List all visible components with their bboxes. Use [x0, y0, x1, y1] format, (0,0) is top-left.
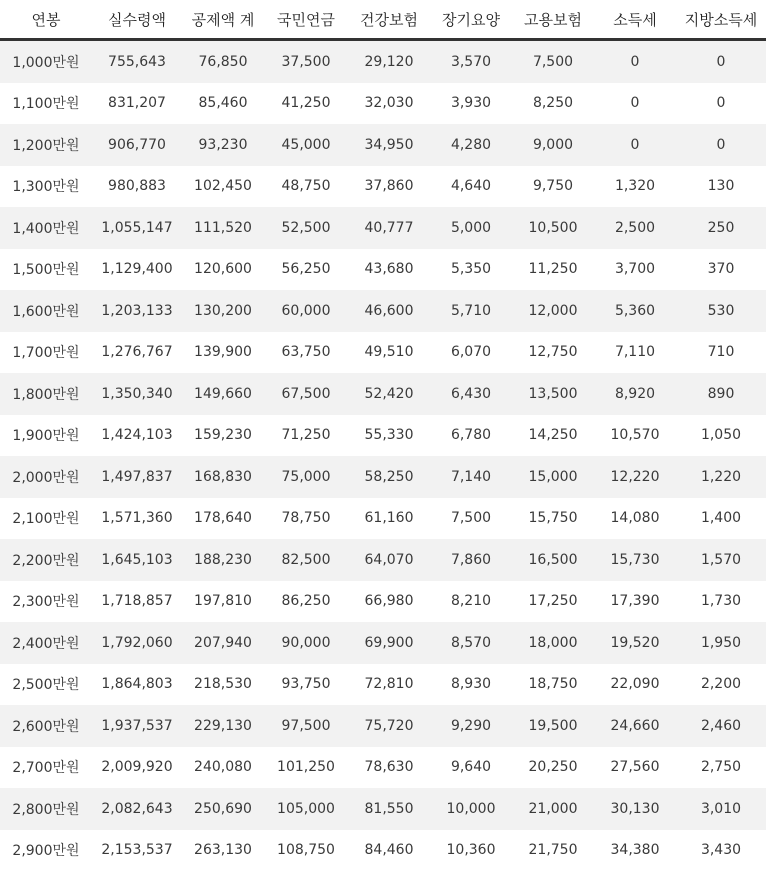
table-row — [0, 373, 766, 415]
col-employment-insurance-cell: 7,500 — [512, 40, 594, 83]
col-income-tax-cell: 2,500 — [594, 207, 676, 249]
table-row — [0, 290, 766, 332]
col-income-tax-cell: 19,520 — [594, 622, 676, 664]
table-row — [0, 664, 766, 706]
col-national-pension-cell: 60,000 — [264, 290, 348, 332]
col-national-pension-cell: 45,000 — [264, 124, 348, 166]
col-health-insurance-cell: 58,250 — [348, 456, 430, 498]
col-health-insurance-cell: 55,330 — [348, 415, 430, 457]
table-row — [0, 747, 766, 789]
col-health-insurance-cell: 34,950 — [348, 124, 430, 166]
col-local-income-tax-cell: 130 — [676, 166, 766, 208]
col-total-deduction-cell: 93,230 — [182, 124, 264, 166]
col-employment-insurance-cell: 10,500 — [512, 207, 594, 249]
col-long-term-care-header: 장기요양 — [430, 0, 512, 40]
col-health-insurance-cell: 66,980 — [348, 581, 430, 623]
col-local-income-tax-cell: 1,730 — [676, 581, 766, 623]
table-row — [0, 40, 766, 83]
col-net-pay-cell: 906,770 — [92, 124, 182, 166]
col-local-income-tax-cell: 2,750 — [676, 747, 766, 789]
col-national-pension-cell: 82,500 — [264, 539, 348, 581]
col-income-tax-cell: 0 — [594, 83, 676, 125]
table-row — [0, 166, 766, 208]
col-long-term-care-cell: 10,000 — [430, 788, 512, 830]
col-employment-insurance-cell: 17,250 — [512, 581, 594, 623]
col-salary-cell: 2,900만원 — [0, 830, 92, 871]
col-total-deduction-cell: 188,230 — [182, 539, 264, 581]
col-net-pay-cell: 1,645,103 — [92, 539, 182, 581]
col-net-pay-header: 실수령액 — [92, 0, 182, 40]
col-employment-insurance-cell: 13,500 — [512, 373, 594, 415]
col-local-income-tax-cell: 0 — [676, 124, 766, 166]
col-local-income-tax-cell: 370 — [676, 249, 766, 291]
col-long-term-care-cell: 9,640 — [430, 747, 512, 789]
col-salary-cell: 2,600만원 — [0, 705, 92, 747]
col-health-insurance-cell: 75,720 — [348, 705, 430, 747]
col-national-pension-cell: 93,750 — [264, 664, 348, 706]
col-local-income-tax-cell: 1,400 — [676, 498, 766, 540]
col-health-insurance-cell: 84,460 — [348, 830, 430, 871]
col-health-insurance-cell: 69,900 — [348, 622, 430, 664]
col-long-term-care-cell: 5,350 — [430, 249, 512, 291]
col-net-pay-cell: 1,937,537 — [92, 705, 182, 747]
table-row — [0, 830, 766, 871]
col-net-pay-cell: 1,792,060 — [92, 622, 182, 664]
col-long-term-care-cell: 3,930 — [430, 83, 512, 125]
col-employment-insurance-cell: 11,250 — [512, 249, 594, 291]
col-national-pension-header: 국민연금 — [264, 0, 348, 40]
col-net-pay-cell: 980,883 — [92, 166, 182, 208]
col-employment-insurance-header: 고용보험 — [512, 0, 594, 40]
table-row — [0, 622, 766, 664]
col-national-pension-cell: 97,500 — [264, 705, 348, 747]
col-total-deduction-cell: 263,130 — [182, 830, 264, 871]
col-net-pay-cell: 1,350,340 — [92, 373, 182, 415]
col-total-deduction-cell: 229,130 — [182, 705, 264, 747]
col-income-tax-cell: 17,390 — [594, 581, 676, 623]
col-health-insurance-header: 건강보험 — [348, 0, 430, 40]
col-long-term-care-cell: 10,360 — [430, 830, 512, 871]
col-income-tax-header: 소득세 — [594, 0, 676, 40]
col-salary-cell: 1,100만원 — [0, 83, 92, 125]
col-net-pay-cell: 2,009,920 — [92, 747, 182, 789]
col-salary-cell: 1,200만원 — [0, 124, 92, 166]
col-employment-insurance-cell: 12,750 — [512, 332, 594, 374]
col-employment-insurance-cell: 20,250 — [512, 747, 594, 789]
col-health-insurance-cell: 52,420 — [348, 373, 430, 415]
col-total-deduction-cell: 250,690 — [182, 788, 264, 830]
col-long-term-care-cell: 9,290 — [430, 705, 512, 747]
col-salary-cell: 2,400만원 — [0, 622, 92, 664]
table-row — [0, 415, 766, 457]
col-income-tax-cell: 22,090 — [594, 664, 676, 706]
col-employment-insurance-cell: 18,750 — [512, 664, 594, 706]
col-income-tax-cell: 1,320 — [594, 166, 676, 208]
col-health-insurance-cell: 61,160 — [348, 498, 430, 540]
col-employment-insurance-cell: 21,750 — [512, 830, 594, 871]
header-row — [0, 0, 766, 40]
table-row — [0, 456, 766, 498]
col-income-tax-cell: 27,560 — [594, 747, 676, 789]
col-income-tax-cell: 0 — [594, 124, 676, 166]
col-net-pay-cell: 1,055,147 — [92, 207, 182, 249]
col-local-income-tax-cell: 710 — [676, 332, 766, 374]
col-salary-cell: 2,500만원 — [0, 664, 92, 706]
col-health-insurance-cell: 78,630 — [348, 747, 430, 789]
col-national-pension-cell: 67,500 — [264, 373, 348, 415]
col-income-tax-cell: 24,660 — [594, 705, 676, 747]
col-long-term-care-cell: 5,710 — [430, 290, 512, 332]
col-local-income-tax-cell: 0 — [676, 40, 766, 83]
col-total-deduction-header: 공제액 계 — [182, 0, 264, 40]
col-salary-cell: 1,000만원 — [0, 40, 92, 83]
col-long-term-care-cell: 6,780 — [430, 415, 512, 457]
col-national-pension-cell: 41,250 — [264, 83, 348, 125]
col-long-term-care-cell: 8,210 — [430, 581, 512, 623]
col-salary-cell: 1,900만원 — [0, 415, 92, 457]
table-row — [0, 249, 766, 291]
col-income-tax-cell: 12,220 — [594, 456, 676, 498]
table-body — [0, 40, 766, 871]
col-long-term-care-cell: 4,280 — [430, 124, 512, 166]
col-net-pay-cell: 755,643 — [92, 40, 182, 83]
col-health-insurance-cell: 37,860 — [348, 166, 430, 208]
col-employment-insurance-cell: 14,250 — [512, 415, 594, 457]
col-employment-insurance-cell: 15,000 — [512, 456, 594, 498]
col-national-pension-cell: 101,250 — [264, 747, 348, 789]
col-local-income-tax-cell: 2,460 — [676, 705, 766, 747]
col-local-income-tax-cell: 250 — [676, 207, 766, 249]
col-long-term-care-cell: 7,500 — [430, 498, 512, 540]
col-long-term-care-cell: 5,000 — [430, 207, 512, 249]
table-row — [0, 83, 766, 125]
col-national-pension-cell: 63,750 — [264, 332, 348, 374]
col-local-income-tax-cell: 1,570 — [676, 539, 766, 581]
table-row — [0, 124, 766, 166]
col-net-pay-cell: 2,153,537 — [92, 830, 182, 871]
col-employment-insurance-cell: 9,000 — [512, 124, 594, 166]
table-row — [0, 705, 766, 747]
col-income-tax-cell: 0 — [594, 40, 676, 83]
col-net-pay-cell: 831,207 — [92, 83, 182, 125]
col-income-tax-cell: 30,130 — [594, 788, 676, 830]
col-employment-insurance-cell: 16,500 — [512, 539, 594, 581]
col-salary-header: 연봉 — [0, 0, 92, 40]
col-salary-cell: 1,700만원 — [0, 332, 92, 374]
col-local-income-tax-cell: 2,200 — [676, 664, 766, 706]
col-health-insurance-cell: 40,777 — [348, 207, 430, 249]
col-income-tax-cell: 3,700 — [594, 249, 676, 291]
col-local-income-tax-header: 지방소득세 — [676, 0, 766, 40]
col-total-deduction-cell: 76,850 — [182, 40, 264, 83]
col-salary-cell: 1,500만원 — [0, 249, 92, 291]
col-employment-insurance-cell: 8,250 — [512, 83, 594, 125]
col-income-tax-cell: 14,080 — [594, 498, 676, 540]
col-national-pension-cell: 86,250 — [264, 581, 348, 623]
col-total-deduction-cell: 149,660 — [182, 373, 264, 415]
col-salary-cell: 1,400만원 — [0, 207, 92, 249]
col-national-pension-cell: 108,750 — [264, 830, 348, 871]
col-long-term-care-cell: 6,430 — [430, 373, 512, 415]
col-health-insurance-cell: 29,120 — [348, 40, 430, 83]
table-row — [0, 332, 766, 374]
col-net-pay-cell: 1,129,400 — [92, 249, 182, 291]
col-salary-cell: 2,000만원 — [0, 456, 92, 498]
col-health-insurance-cell: 49,510 — [348, 332, 430, 374]
col-income-tax-cell: 34,380 — [594, 830, 676, 871]
col-long-term-care-cell: 4,640 — [430, 166, 512, 208]
col-employment-insurance-cell: 18,000 — [512, 622, 594, 664]
col-national-pension-cell: 75,000 — [264, 456, 348, 498]
table-row — [0, 207, 766, 249]
col-national-pension-cell: 78,750 — [264, 498, 348, 540]
col-salary-cell: 2,800만원 — [0, 788, 92, 830]
col-long-term-care-cell: 7,860 — [430, 539, 512, 581]
col-salary-cell: 2,200만원 — [0, 539, 92, 581]
col-salary-cell: 2,300만원 — [0, 581, 92, 623]
col-national-pension-cell: 90,000 — [264, 622, 348, 664]
col-net-pay-cell: 1,864,803 — [92, 664, 182, 706]
col-employment-insurance-cell: 12,000 — [512, 290, 594, 332]
col-national-pension-cell: 56,250 — [264, 249, 348, 291]
col-net-pay-cell: 2,082,643 — [92, 788, 182, 830]
col-total-deduction-cell: 218,530 — [182, 664, 264, 706]
col-local-income-tax-cell: 1,220 — [676, 456, 766, 498]
col-total-deduction-cell: 120,600 — [182, 249, 264, 291]
col-salary-cell: 2,100만원 — [0, 498, 92, 540]
col-long-term-care-cell: 6,070 — [430, 332, 512, 374]
col-local-income-tax-cell: 530 — [676, 290, 766, 332]
col-long-term-care-cell: 8,570 — [430, 622, 512, 664]
col-income-tax-cell: 7,110 — [594, 332, 676, 374]
col-local-income-tax-cell: 3,010 — [676, 788, 766, 830]
col-total-deduction-cell: 168,830 — [182, 456, 264, 498]
col-employment-insurance-cell: 9,750 — [512, 166, 594, 208]
col-local-income-tax-cell: 3,430 — [676, 830, 766, 871]
col-long-term-care-cell: 3,570 — [430, 40, 512, 83]
col-total-deduction-cell: 111,520 — [182, 207, 264, 249]
col-national-pension-cell: 48,750 — [264, 166, 348, 208]
col-national-pension-cell: 71,250 — [264, 415, 348, 457]
col-income-tax-cell: 5,360 — [594, 290, 676, 332]
col-long-term-care-cell: 8,930 — [430, 664, 512, 706]
col-net-pay-cell: 1,718,857 — [92, 581, 182, 623]
col-total-deduction-cell: 130,200 — [182, 290, 264, 332]
col-total-deduction-cell: 178,640 — [182, 498, 264, 540]
col-national-pension-cell: 37,500 — [264, 40, 348, 83]
col-salary-cell: 1,300만원 — [0, 166, 92, 208]
col-health-insurance-cell: 64,070 — [348, 539, 430, 581]
col-total-deduction-cell: 240,080 — [182, 747, 264, 789]
col-total-deduction-cell: 207,940 — [182, 622, 264, 664]
col-income-tax-cell: 10,570 — [594, 415, 676, 457]
col-national-pension-cell: 52,500 — [264, 207, 348, 249]
table-row — [0, 788, 766, 830]
col-national-pension-cell: 105,000 — [264, 788, 348, 830]
col-local-income-tax-cell: 0 — [676, 83, 766, 125]
col-health-insurance-cell: 81,550 — [348, 788, 430, 830]
col-net-pay-cell: 1,276,767 — [92, 332, 182, 374]
table-row — [0, 539, 766, 581]
col-income-tax-cell: 8,920 — [594, 373, 676, 415]
col-health-insurance-cell: 43,680 — [348, 249, 430, 291]
col-local-income-tax-cell: 890 — [676, 373, 766, 415]
col-employment-insurance-cell: 15,750 — [512, 498, 594, 540]
col-income-tax-cell: 15,730 — [594, 539, 676, 581]
col-local-income-tax-cell: 1,050 — [676, 415, 766, 457]
col-long-term-care-cell: 7,140 — [430, 456, 512, 498]
col-salary-cell: 1,600만원 — [0, 290, 92, 332]
col-salary-cell: 2,700만원 — [0, 747, 92, 789]
col-health-insurance-cell: 46,600 — [348, 290, 430, 332]
col-total-deduction-cell: 159,230 — [182, 415, 264, 457]
col-local-income-tax-cell: 1,950 — [676, 622, 766, 664]
col-total-deduction-cell: 85,460 — [182, 83, 264, 125]
col-total-deduction-cell: 197,810 — [182, 581, 264, 623]
table-header — [0, 0, 766, 40]
col-total-deduction-cell: 139,900 — [182, 332, 264, 374]
col-health-insurance-cell: 72,810 — [348, 664, 430, 706]
col-net-pay-cell: 1,203,133 — [92, 290, 182, 332]
col-net-pay-cell: 1,424,103 — [92, 415, 182, 457]
table-row — [0, 581, 766, 623]
col-employment-insurance-cell: 21,000 — [512, 788, 594, 830]
col-net-pay-cell: 1,571,360 — [92, 498, 182, 540]
col-salary-cell: 1,800만원 — [0, 373, 92, 415]
col-net-pay-cell: 1,497,837 — [92, 456, 182, 498]
col-employment-insurance-cell: 19,500 — [512, 705, 594, 747]
col-total-deduction-cell: 102,450 — [182, 166, 264, 208]
table-row — [0, 498, 766, 540]
col-health-insurance-cell: 32,030 — [348, 83, 430, 125]
